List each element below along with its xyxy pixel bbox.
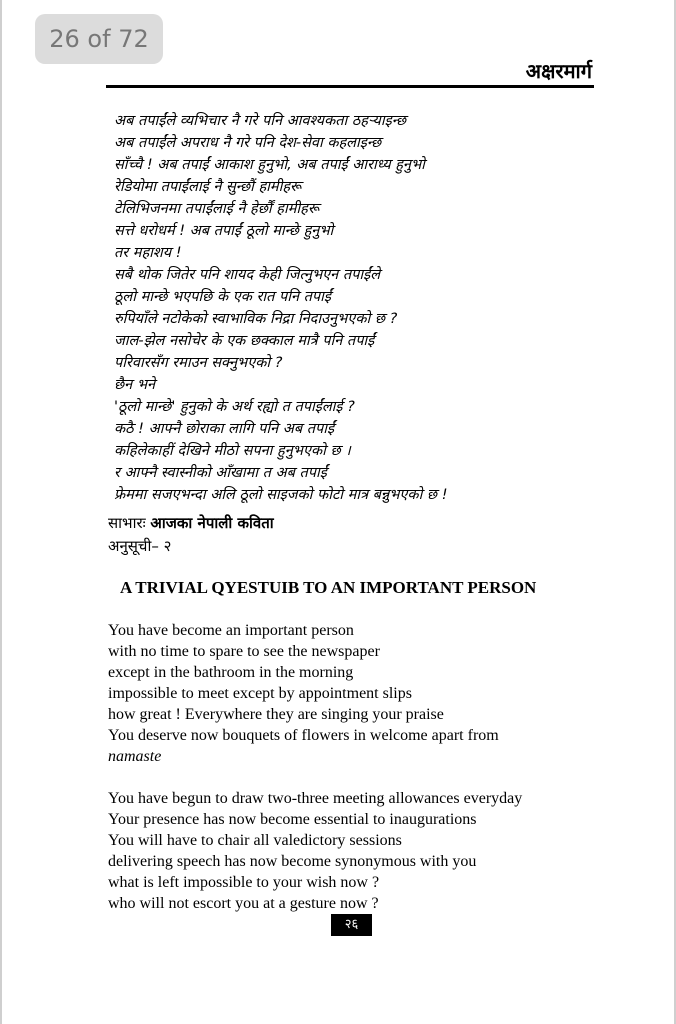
- poem-line: who will not escort you at a gesture now ?: [108, 895, 379, 912]
- poem-line: रेडियोमा तपाईंलाई नै सुन्छौं हामीहरू: [114, 179, 302, 195]
- poem-line: अब तपाईंले अपराध नै गरे पनि देश-सेवा कहलाइन्छ: [114, 135, 382, 151]
- english-poem-title: A TRIVIAL QYESTUIB TO AN IMPORTANT PERSON: [120, 578, 537, 597]
- poem-line: You will have to chair all valedictory sessions: [108, 832, 402, 849]
- poem-line: सत्ते धरोधर्म ! अब तपाईं ठूलो मान्छे हुनुभो: [114, 223, 334, 239]
- poem-line: You deserve now bouquets of flowers in welcome apart from: [108, 727, 499, 744]
- page-counter-badge: 26 of 72: [35, 14, 163, 64]
- english-stanza-2: [108, 788, 600, 914]
- poem-line: how great ! Everywhere they are singing your praise: [108, 706, 444, 723]
- poem-line: परिवारसँग रमाउन सक्नुभएको ?: [114, 355, 283, 371]
- poem-line: कहिलेकाहीं देखिने मीठो सपना हुनुभएको छ ।: [114, 443, 351, 459]
- poem-line: सबै थोक जितेर पनि शायद केही जित्नुभएन तपाईंले: [114, 267, 381, 283]
- poem-line: जाल-झेल नसोचेर के एक छक्काल मात्रै पनि तपाईं: [114, 333, 375, 349]
- poem-line: impossible to meet except by appointment slips: [108, 685, 412, 702]
- nepali-poem: [114, 110, 614, 506]
- poem-line: delivering speech has now become synonymous with you: [108, 853, 477, 870]
- poem-line: फ्रेममा सजएभन्दा अलि ठूलो साइजको फोटो मात्र बन्नुभएको छ !: [114, 487, 448, 503]
- page-number: २६: [331, 914, 372, 936]
- poem-line: कठै ! आफ्नै छोराका लागि पनि अब तपाईं: [114, 421, 335, 437]
- poem-line: अब तपाईंले व्यभिचार नै गरे पनि आवश्यकता ठहऱ्याइन्छ: [114, 113, 407, 129]
- source-credit: [108, 512, 274, 534]
- poem-line: with no time to spare to see the newspaper: [108, 643, 380, 660]
- poem-line: ठूलो मान्छे भएपछि के एक रात पनि तपाईं: [114, 289, 332, 305]
- poem-line: You have begun to draw two-three meeting allowances everyday: [108, 790, 523, 807]
- poem-line: namaste: [108, 748, 162, 765]
- journal-title: अक्षरमार्ग: [525, 59, 592, 83]
- poem-line: except in the bathroom in the morning: [108, 664, 354, 681]
- poem-line: साँच्चै ! अब तपाईं आकाश हुनुभो, अब तपाईं आराध्य हुनुभो: [114, 157, 425, 173]
- poem-line: छैन भने: [114, 377, 156, 393]
- header-rule: [106, 85, 594, 88]
- poem-line: Your presence has now become essential to inaugurations: [108, 811, 477, 828]
- source-label: साभारः: [108, 514, 146, 532]
- poem-line: रुपियाँले नटोकेको स्वाभाविक निद्रा निदाउनुभएको छ ?: [114, 311, 398, 327]
- poem-line: what is left impossible to your wish now ?: [108, 874, 380, 891]
- poem-line: र आफ्नै स्वास्नीको आँखामा त अब तपाईं: [114, 465, 327, 481]
- poem-line: टेलिभिजनमा तपाईंलाई नै हेर्छौं हामीहरू: [114, 201, 320, 217]
- source-title: आजका नेपाली कविता: [150, 514, 274, 532]
- poem-line: You have become an important person: [108, 622, 354, 639]
- poem-line: 'ठूलो मान्छे' हुनुको के अर्थ रह्यो त तपाईंलाई ?: [114, 399, 355, 415]
- english-stanza-1: [108, 620, 600, 767]
- poem-line: तर महाशय !: [114, 245, 182, 261]
- appendix-label: अनुसूची– २: [108, 537, 172, 555]
